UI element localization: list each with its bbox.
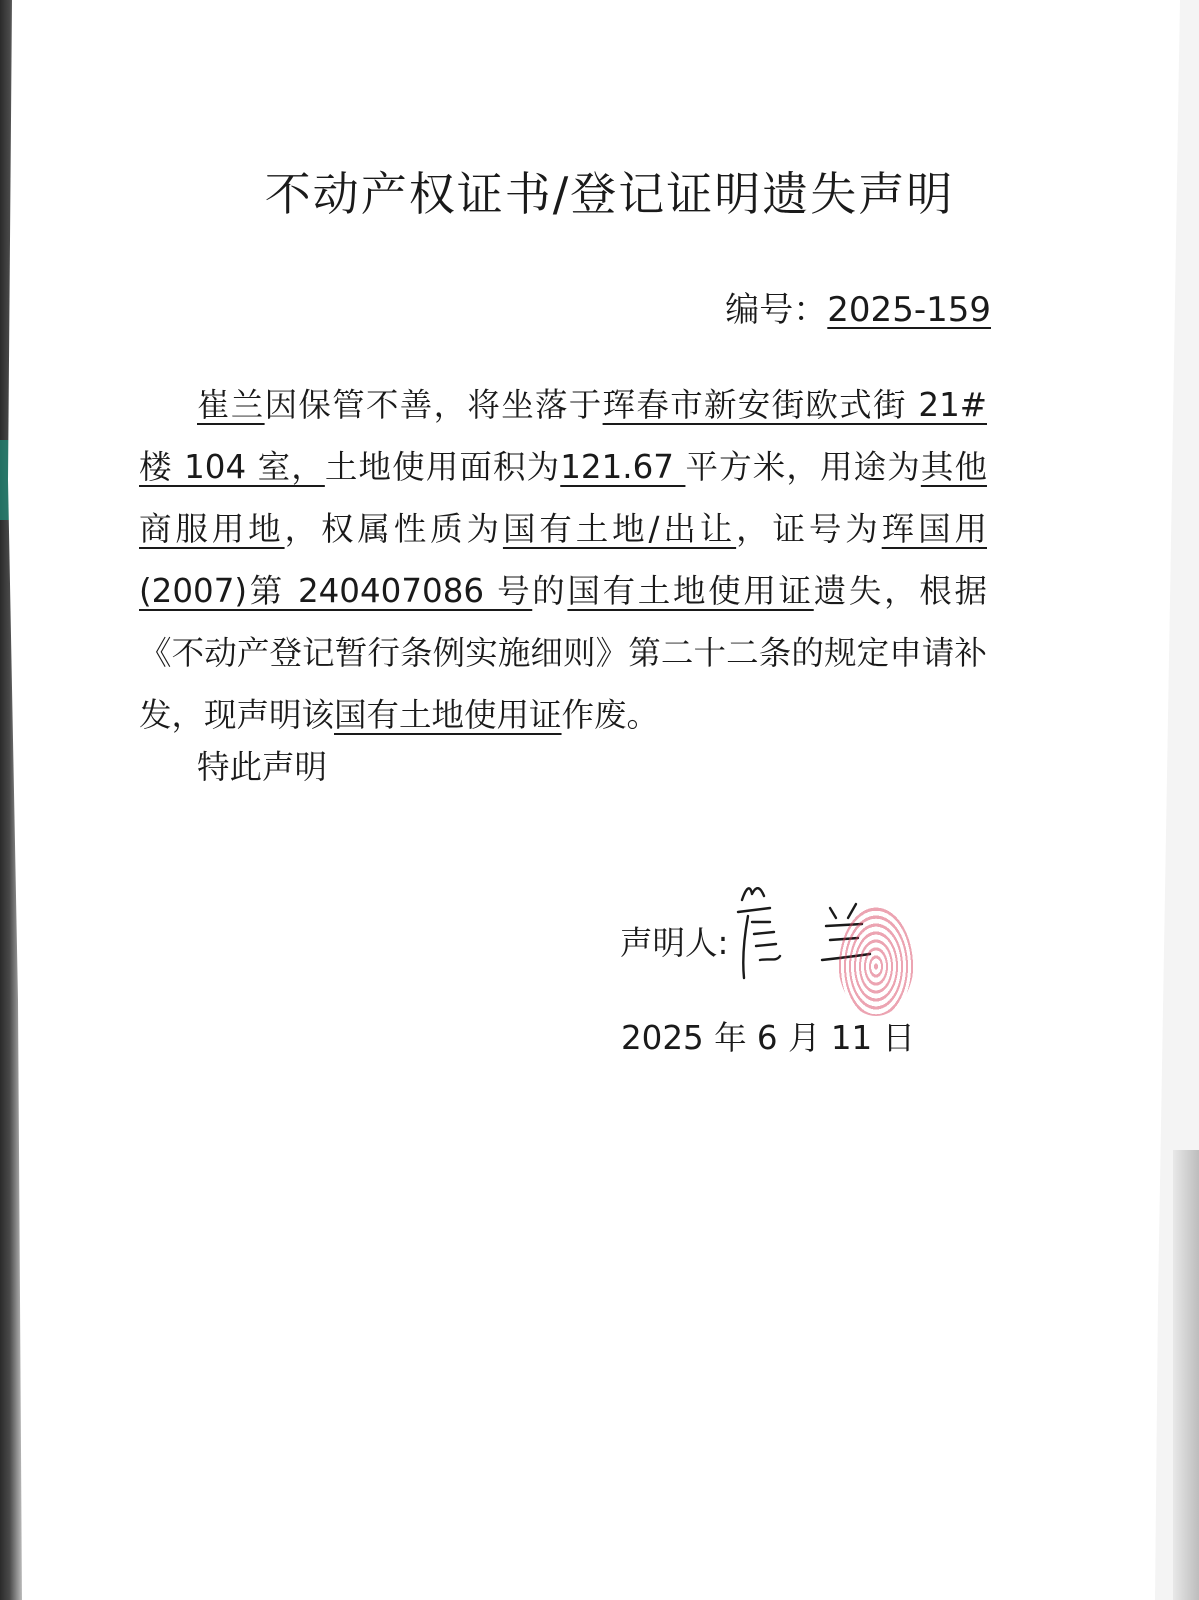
certificate-name: 国有土地使用证 — [334, 696, 562, 734]
paragraph-text: ，权属性质为 — [284, 510, 503, 548]
date-day-unit: 日 — [882, 1019, 916, 1057]
date-month-unit: 月 — [787, 1019, 821, 1057]
serial-value: 2025-159 — [827, 290, 991, 330]
serial-label: 编号： — [725, 290, 828, 330]
paragraph-text: 平方米，用途为 — [685, 448, 921, 486]
paragraph-text: 因保管不善，将坐落于 — [264, 386, 603, 424]
declarant-label: 声明人: — [620, 924, 729, 962]
serial-number — [725, 282, 991, 331]
closing-statement: 特此声明 — [197, 748, 328, 786]
paragraph-text: 作废。 — [561, 696, 660, 734]
paper-right-shadow — [1173, 1150, 1199, 1600]
date-year: 2025 — [621, 1019, 704, 1057]
paragraph-text: ，证号为 — [736, 510, 882, 548]
declaration-date — [621, 1013, 915, 1059]
date-day: 11 — [830, 1019, 873, 1057]
document-title: 不动产权证书/登记证明遗失声明 — [264, 167, 955, 221]
declaration-paragraph — [139, 374, 987, 746]
paragraph-text: 土地使用面积为 — [324, 448, 561, 486]
red-thumbprint — [838, 906, 914, 1016]
owner-name: 崔兰 — [197, 386, 265, 424]
land-area: 121.67 — [560, 448, 686, 486]
date-year-unit: 年 — [714, 1019, 747, 1057]
ownership-nature: 国有土地/出让 — [502, 510, 737, 548]
certificate-name: 国有土地使用证 — [567, 572, 814, 610]
certificate-number: 珲国用(2007)第 240407086 号 — [139, 510, 987, 610]
property-address: 珲春市新安街欧式街 21#楼 104 室， — [139, 386, 987, 486]
paragraph-text: 的 — [532, 572, 568, 610]
paragraph-text: 遗失，根据《不动产登记暂行条例实施细则》第二十二条的规定申请补发，现声明该 — [139, 572, 987, 734]
date-month: 6 — [756, 1019, 778, 1057]
land-use: 其他商服用地 — [139, 448, 987, 548]
